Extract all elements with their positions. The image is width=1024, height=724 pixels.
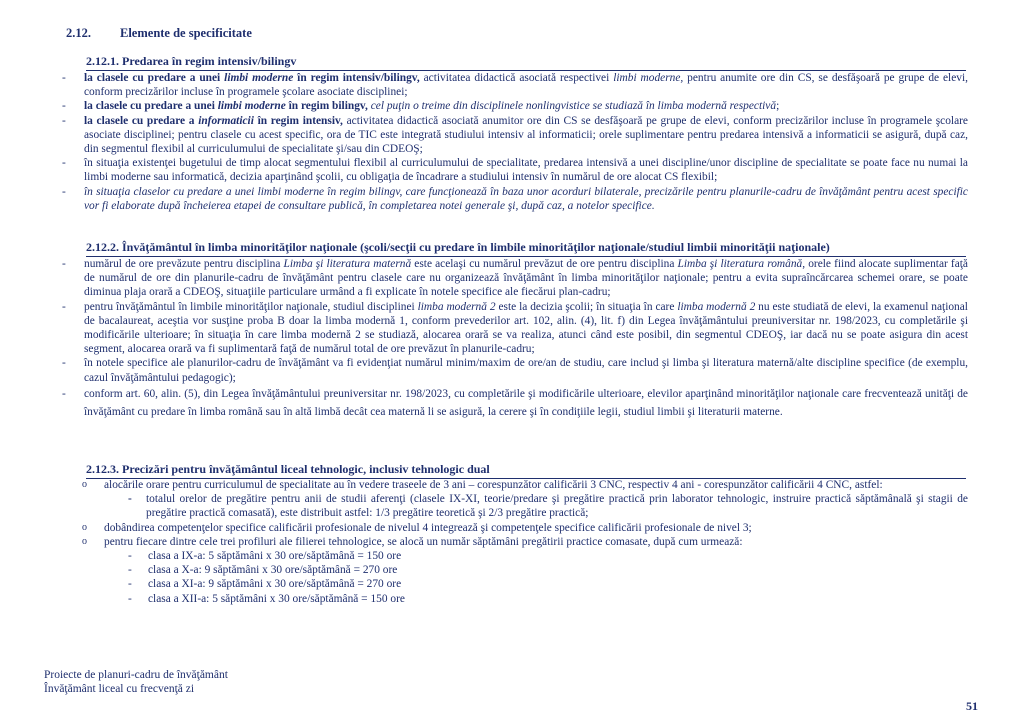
list-item: - clasa a X-a: 9 săptămâni x 30 ore/săptămână = 270 ore (128, 564, 398, 577)
list-item: - pentru învăţământul în limbile minorităţilor naţionale, studiul disciplinei limba modernă 2 este la decizia şcolii; în situaţia în care limba modernă 2 nu este studiată de elevi, la examenul naţional de bacalaureat, aceştia vor susţine proba B doar la limba modernă 1, conform prevederilor art. 102, alin. (4), lit. f) din Legea învăţământului preuniversitar nr. 198/2023, cu completările şi modificările ulterioare; în situaţia în care limba modernă 2 se studiază, alocarea orară se va realiza, atunci când este posibil, din segmentul CDEOŞ, iar dacă nu se poate asigura din acest segment, alocarea orară va fi suplimentară faţă de numărul total de ore prevăzut în planurile-cadru; (62, 300, 968, 356)
list-item: - la clasele cu predare a informaticii în regim intensiv, activitatea didactică asociată anumitor ore din CS se desfăşoară pe grupe de elevi, conform precizărilor incluse în programele şcolare asociate disciplinei; pentru clasele cu acest specific, ora de TIC este integrată studiului intensiv al informaticii; orele suplimentare pentru predarea intensivă a informaticii se asigură, după caz, din segmentul flexibil al curriculumului de specialitate şi/sau din CDEOŞ; (62, 114, 968, 156)
page-footer (44, 668, 228, 696)
subsection-2-list (62, 257, 968, 421)
sub-list (82, 492, 968, 520)
list-item: - în situaţia existenţei bugetului de timp alocat segmentului flexibil al curriculumului de specialitate, predarea intensivă a unei discipline/unor discipline de specialitate se poate face nu numai la limbi moderne sau informatică, decizia aparţinând şcolii, cu obligaţia de încadrare a studiului intensiv în numărul de ore alocat CS flexibil; (62, 157, 968, 184)
page-number: 51 (966, 699, 978, 713)
list-item: o alocările orare pentru curriculumul de specialitate au în vedere traseele de 3 ani – corespunzător calificării 3 CNC, respectiv 4 ani - corespunzător calificării 4 CNC, astfel: (82, 479, 883, 491)
list-item: o dobândirea competenţelor specifice calificării profesionale de nivelul 4 integrează şi competenţele specifice calificării profesionale de nivel 3; (82, 521, 752, 534)
subsection-2-title: 2.12.2. Învăţământul în limba minorităţilor naţionale (şcoli/secţii cu predare în limbile minorităţilor naţionale/studiul limbii minorităţii naţionale) (86, 240, 966, 257)
list-item: - numărul de ore prevăzute pentru disciplina Limba şi literatura maternă este acelaşi cu numărul prevăzut de ore pentru disciplina Limba şi literatura română, orele fiind alocate suplimentar faţă de numărul de ore din planurile-cadru de învăţământ pentru clasele care nu organizează învăţământ în limba minorităţilor naţionale; pentru a evita supraîncărcarea schemei orare, se poate diminua plaja orară a CDEOŞ, situaţiile particulare urmând a fi explicate în notele specifice ale fiecărui plan-cadru; (62, 258, 968, 299)
section-heading (66, 26, 252, 41)
list-item: - clasa a XII-a: 5 săptămâni x 30 ore/săptămână = 150 ore (128, 592, 405, 605)
footer-line-1: Proiecte de planuri-cadru de învăţământ (44, 669, 228, 681)
list-item: - totalul orelor de pregătire pentru anii de studii aferenţi (clasele IX-XI, teorie/predare şi pregătire practică prin laborator tehnologic, instruire practică săptămânală şi stagii de pregătire practică comasată), este distribuit astfel: 1/3 pregătire teoretică şi 2/3 pregătire practică; (128, 493, 968, 520)
list-item: - clasa a IX-a: 5 săptămâni x 30 ore/săptămână = 150 ore (128, 550, 402, 563)
subsection-1-title: 2.12.1. Predarea în regim intensiv/bilingv (86, 54, 966, 71)
list-item: - în notele specifice ale planurilor-cadru de învăţământ va fi evidenţiat numărul minim/maxim de ore/an de studiu, care includ şi limba şi literatura maternă/alte discipline specifice (de exemplu, cazul învăţământului pedagogic); (62, 357, 968, 384)
list-item: - la clasele cu predare a unei limbi moderne în regim intensiv/bilingv, activitatea didactică asociată respectivei limbi moderne, pentru anumite ore din CS, se desfăşoară pe grupe de elevi, conform precizărilor incluse în programele şcolare asociate disciplinei; (62, 72, 968, 99)
list-item: o pentru fiecare dintre cele trei profiluri ale filierei tehnologice, se alocă un număr săptămâni pregătirii practice comasate, după cum urmează: (82, 535, 743, 548)
subsection-3-list (82, 478, 968, 606)
list-item: - conform art. 60, alin. (5), din Legea învăţământului preuniversitar nr. 198/2023, cu completările şi modificările ulterioare, elevilor aparţinând minorităţilor naţionale care frecventează unităţi de învăţământ cu predare în limba română sau în altă limbă decât cea maternă li se asigură, la cerere şi în condiţiile legii, studiul limbii şi literaturii materne. (62, 387, 968, 418)
subsection-1-list (62, 71, 968, 213)
section-title: Elemente de specificitate (120, 26, 252, 40)
classes-list (82, 549, 968, 606)
list-item: - clasa a XI-a: 9 săptămâni x 30 ore/săptămână = 270 ore (128, 578, 402, 591)
footer-line-2: Învăţământ liceal cu frecvenţă zi (44, 683, 195, 695)
list-item: - la clasele cu predare a unei limbi moderne în regim bilingv, cel puţin o treime din disciplinele nonlingvistice se studiază în limba modernă respectivă; (62, 100, 780, 113)
section-number: 2.12. (66, 26, 91, 40)
subsection-3-title: 2.12.3. Precizări pentru învăţământul liceal tehnologic, inclusiv tehnologic dual (86, 462, 966, 479)
list-item: - în situaţia claselor cu predare a unei limbi moderne în regim bilingv, care funcţionează în baza unor acorduri bilaterale, precizările pentru planurile-cadru de învăţământ pentru acest specific vor fi elaborate după încheierea etapei de consultare publică, în completarea notei generale şi, după caz, a notelor specifice. (62, 185, 968, 212)
